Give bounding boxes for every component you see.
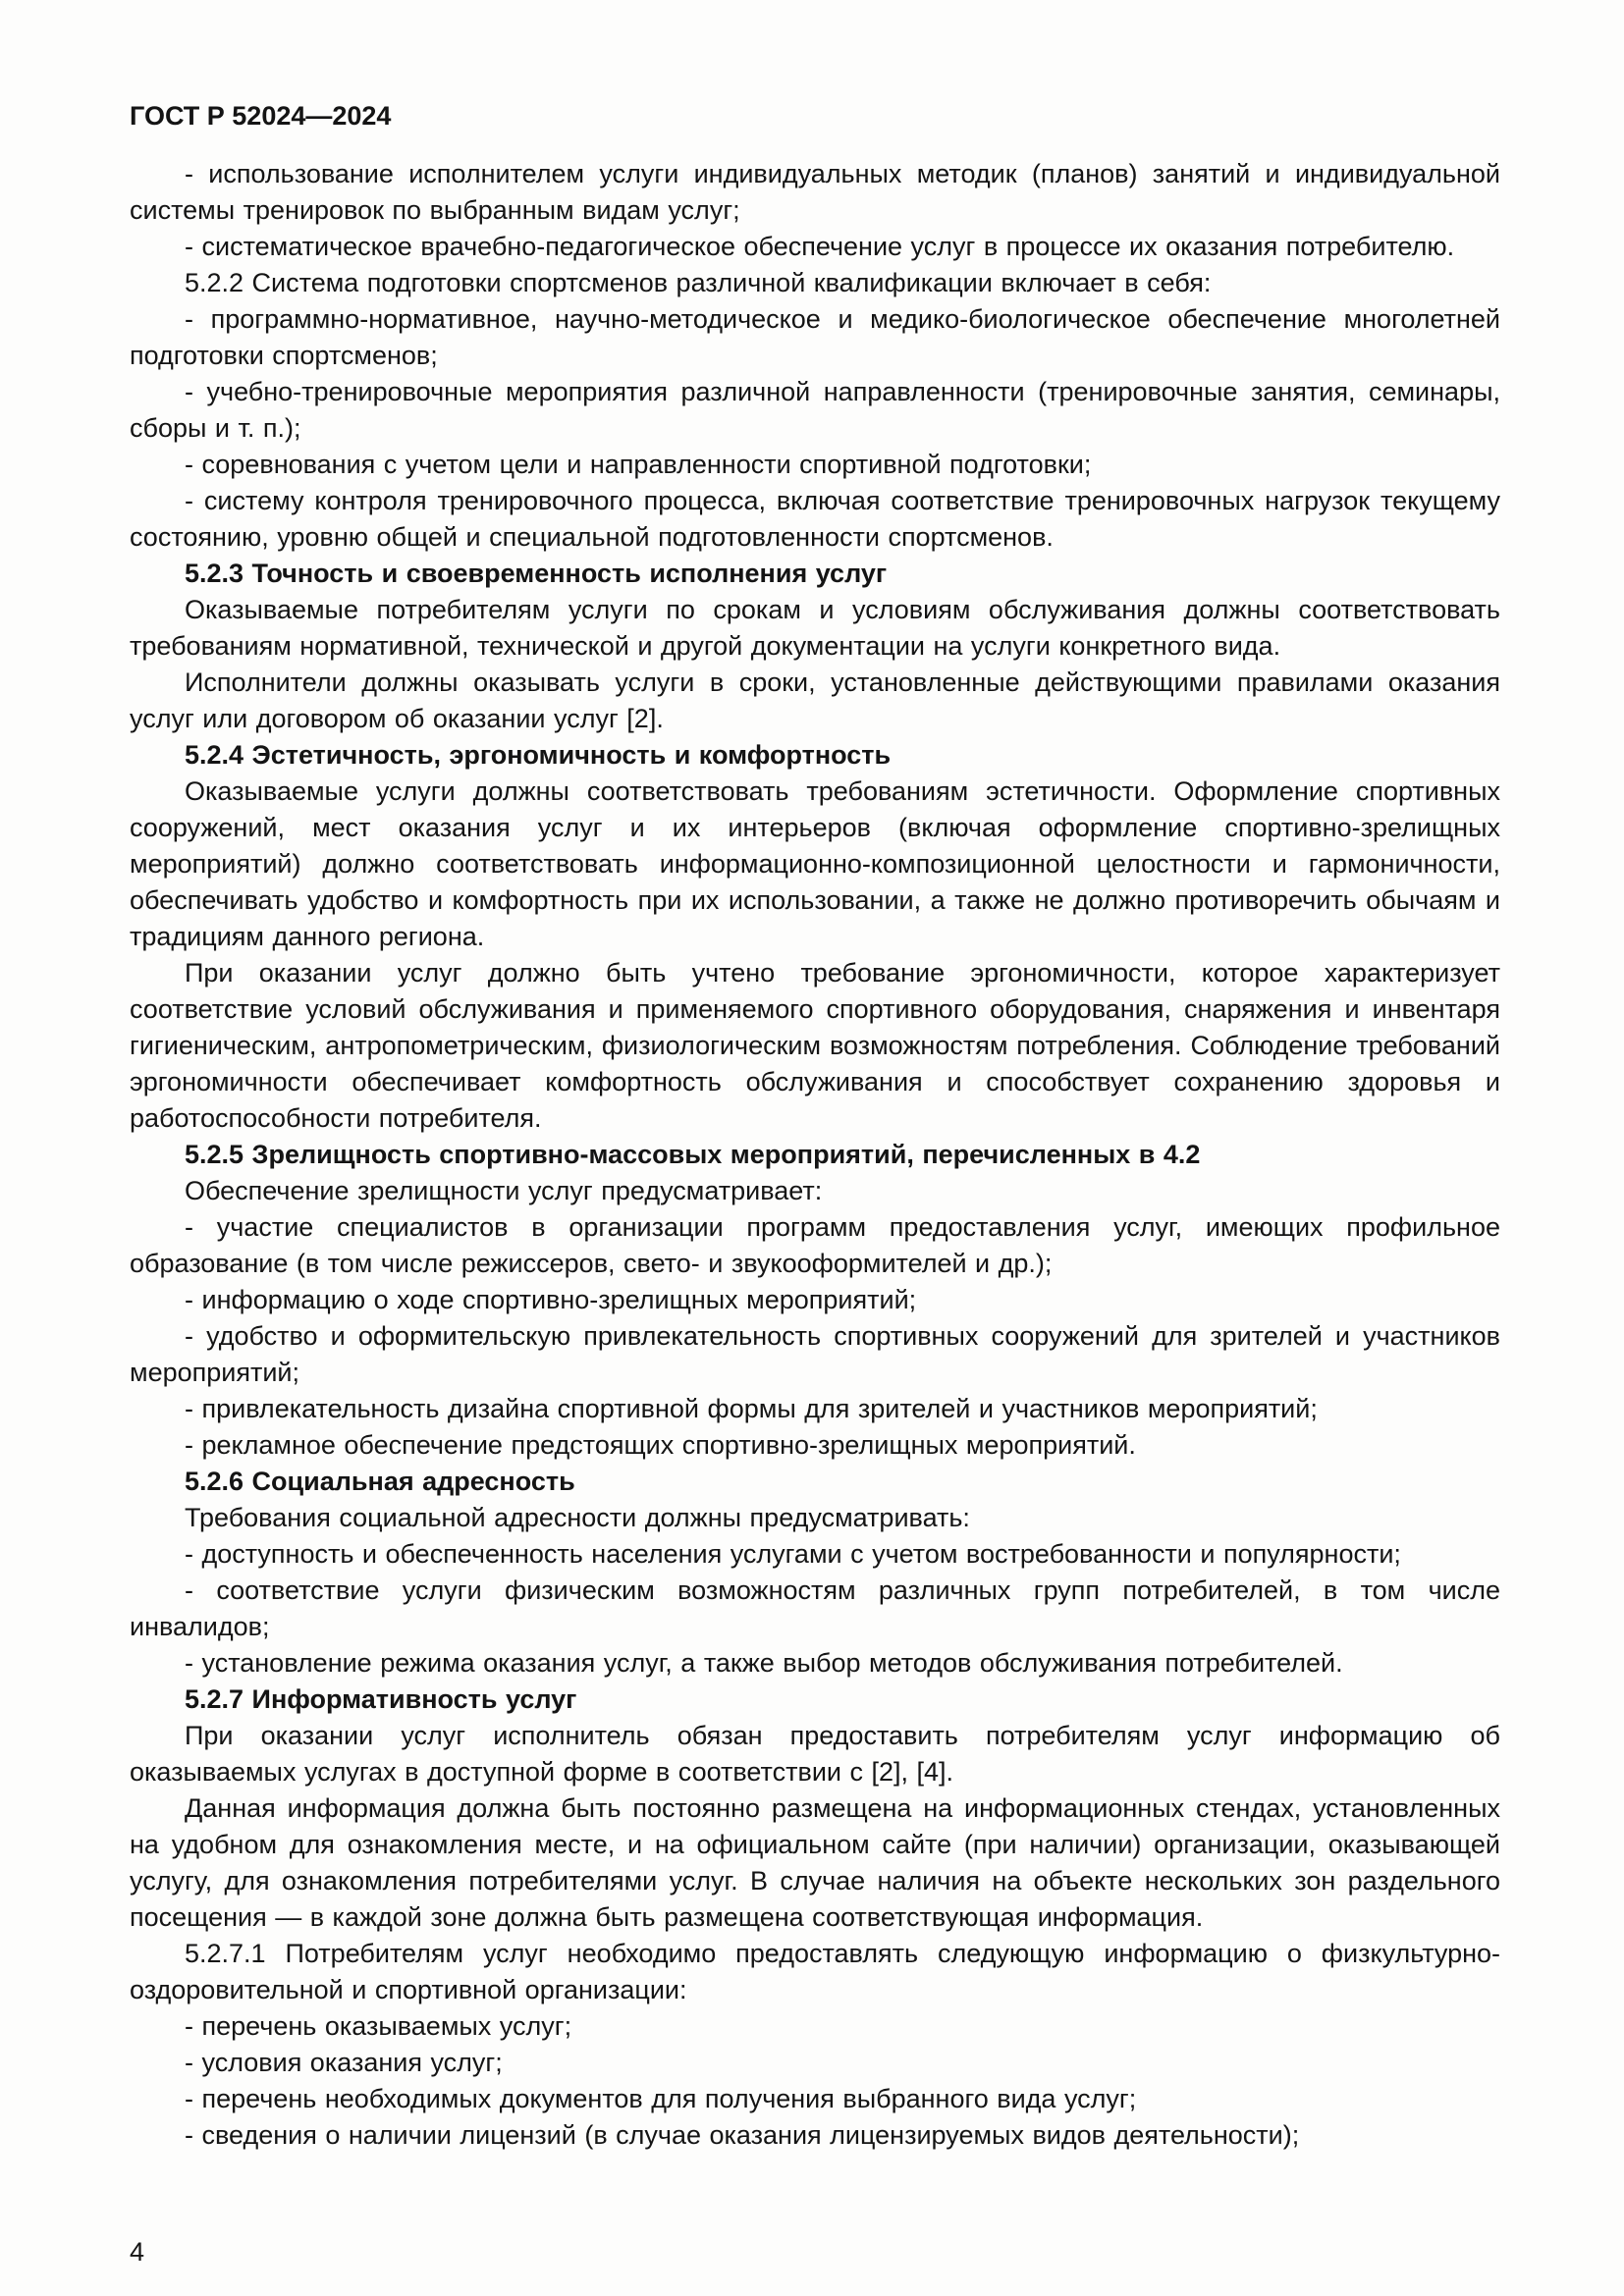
page-number: 4 <box>130 2237 145 2267</box>
paragraph: Требования социальной адресности должны предусматривать: <box>185 1503 970 1532</box>
list-item: - систематическое врачебно-педагогическое обеспечение услуг в процессе их оказания потребителю. <box>185 232 1455 261</box>
list-item: - доступность и обеспеченность населения услугами с учетом востребованности и популярности; <box>185 1539 1401 1569</box>
paragraph: При оказании услуг должно быть учтено требование эргономичности, которое характеризует соответствие условий обслуживания и применяемого спортивного оборудования, снаряжения и инвентаря гигиеническим, антропометрическим, физиологическим возможностям потребления. Соблюдение требований эргономичности обеспечивает комфортность обслуживания и способствует сохранению здоровья и работоспособности потребителя. <box>130 958 1500 1133</box>
list-item: - соревнования с учетом цели и направленности спортивной подготовки; <box>185 450 1092 479</box>
paragraph: Обеспечение зрелищности услуг предусматривает: <box>185 1176 823 1205</box>
running-header <box>130 98 1500 134</box>
paragraph: 5.2.7.1 Потребителям услуг необходимо предоставлять следующую информацию о физкультурно-оздоровительной и спортивной организации: <box>130 1939 1500 2004</box>
paragraph: Данная информация должна быть постоянно размещена на информационных стендах, установленных на удобном для ознакомления месте, и на официальном сайте (при наличии) организации, оказывающей услугу, для ознакомления потребителями услуг. В случае наличия на объекте нескольких зон раздельного посещения — в каждой зоне должна быть размещена соответствующая информация. <box>130 1793 1500 1932</box>
section-heading: 5.2.4 Эстетичность, эргономичность и комфортность <box>185 740 892 770</box>
list-item: - учебно-тренировочные мероприятия различной направленности (тренировочные занятия, семинары, сборы и т. п.); <box>130 377 1500 443</box>
list-item: - удобство и оформительскую привлекательность спортивных сооружений для зрителей и участников мероприятий; <box>130 1321 1500 1387</box>
section-heading: 5.2.6 Социальная адресность <box>185 1467 575 1496</box>
list-item: - привлекательность дизайна спортивной формы для зрителей и участников мероприятий; <box>185 1394 1318 1423</box>
list-item: - сведения о наличии лицензий (в случае оказания лицензируемых видов деятельности); <box>185 2120 1300 2150</box>
list-item: - перечень оказываемых услуг; <box>185 2011 572 2041</box>
paragraph: 5.2.2 Система подготовки спортсменов различной квалификации включает в себя: <box>185 268 1212 297</box>
section-heading: 5.2.3 Точность и своевременность исполнения услуг <box>185 559 888 588</box>
list-item: - перечень необходимых документов для получения выбранного вида услуг; <box>185 2084 1137 2113</box>
paragraph: Оказываемые потребителям услуги по срокам и условиям обслуживания должны соответствовать требованиям нормативной, технической и другой документации на услуги конкретного вида. <box>130 595 1500 661</box>
list-item: - информацию о ходе спортивно-зрелищных мероприятий; <box>185 1285 917 1314</box>
section-heading: 5.2.5 Зрелищность спортивно-массовых мероприятий, перечисленных в 4.2 <box>185 1140 1201 1169</box>
list-item: - использование исполнителем услуги индивидуальных методик (планов) занятий и индивидуальной системы тренировок по выбранным видам услуг; <box>130 159 1500 225</box>
list-item: - участие специалистов в организации программ предоставления услуг, имеющих профильное образование (в том числе режиссеров, свето- и звукооформителей и др.); <box>130 1212 1500 1278</box>
paragraph: Оказываемые услуги должны соответствовать требованиям эстетичности. Оформление спортивных сооружений, мест оказания услуг и их интерьеров (включая оформление спортивно-зрелищных мероприятий) должно соответствовать информационно-композиционной целостности и гармоничности, обеспечивать удобство и комфортность при их использовании, а также не должно противоречить обычаям и традициям данного региона. <box>130 776 1500 951</box>
list-item: - систему контроля тренировочного процесса, включая соответствие тренировочных нагрузок текущему состоянию, уровню общей и специальной подготовленности спортсменов. <box>130 486 1500 552</box>
list-item: - установление режима оказания услуг, а также выбор методов обслуживания потребителей. <box>185 1648 1343 1678</box>
paragraph: Исполнители должны оказывать услуги в сроки, установленные действующими правилами оказания услуг или договором об оказании услуг [2]. <box>130 667 1500 733</box>
doc-number: ГОСТ Р 52024—2024 <box>130 101 392 131</box>
list-item: - условия оказания услуг; <box>185 2048 503 2077</box>
list-item: - рекламное обеспечение предстоящих спортивно-зрелищных мероприятий. <box>185 1430 1136 1460</box>
list-item: - соответствие услуги физическим возможностям различных групп потребителей, в том числе инвалидов; <box>130 1575 1500 1641</box>
page-footer <box>130 2234 144 2270</box>
document-body <box>130 156 1500 2154</box>
paragraph: При оказании услуг исполнитель обязан предоставить потребителям услуг информацию об оказываемых услугах в доступной форме в соответствии с [2], [4]. <box>130 1721 1500 1787</box>
list-item: - программно-нормативное, научно-методическое и медико-биологическое обеспечение многолетней подготовки спортсменов; <box>130 304 1500 370</box>
section-heading: 5.2.7 Информативность услуг <box>185 1684 577 1714</box>
